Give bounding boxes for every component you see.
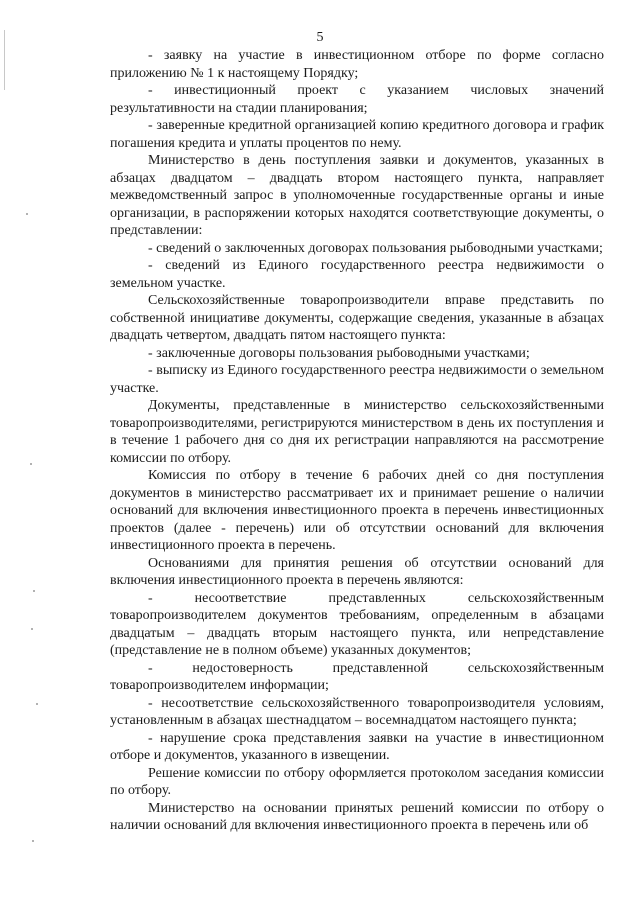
scan-speck xyxy=(33,590,35,592)
paragraph-own-initiative: Сельскохозяйственные товаропроизводители вправе представить по собственной инициативе документы, содержащие сведения, указанные в абзацах двадцать четвертом, двадцать пятом настоящего пункта: xyxy=(110,293,604,343)
scan-speck xyxy=(26,213,28,215)
page-number: 5 xyxy=(316,30,324,45)
document-body xyxy=(110,47,604,835)
list-item-credit-agreement: - заверенные кредитной организацией копию кредитного договора и график погашения кредита и уплаты процентов по нему. xyxy=(110,118,604,151)
list-item-application-form: - заявку на участие в инвестиционном отборе по форме согласно приложению № 1 к настоящему Порядку; xyxy=(110,48,604,81)
scan-speck xyxy=(32,840,34,842)
list-item-registry-extract: - выписку из Единого государственного реестра недвижимости о земельном участке. xyxy=(110,363,604,396)
scan-speck xyxy=(31,628,33,630)
list-item-registry-info: - сведений из Единого государственного реестра недвижимости о земельном участке. xyxy=(110,258,604,291)
scan-speck xyxy=(36,703,38,705)
list-item-conditions-mismatch: - несоответствие сельскохозяйственного товаропроизводителя условиям, установленным в абзацах шестнадцатом – восемнадцатом настоящего пункта; xyxy=(110,695,604,728)
list-item-deadline-violation: - нарушение срока представления заявки на участие в инвестиционном отборе и документов, указанного в извещении. xyxy=(110,730,604,763)
list-item-investment-project: - инвестиционный проект с указанием числовых значений результативности на стадии планирования; xyxy=(110,83,604,116)
list-item-document-mismatch: - несоответствие представленных сельскохозяйственным товаропроизводителем документов требованиям, определенным в абзацами двадцатым – двадцать вторым настоящего пункта, или непредставление (представление не в полном объеме) указанных документов; xyxy=(110,590,604,658)
list-item-fishery-contracts: - заключенные договоры пользования рыбоводными участками; xyxy=(148,345,530,361)
paragraph-refusal-grounds: Основаниями для принятия решения об отсутствии оснований для включения инвестиционного проекта в перечень являются: xyxy=(110,555,604,588)
paragraph-protocol: Решение комиссии по отбору оформляется протоколом заседания комиссии по отбору. xyxy=(110,765,604,798)
paragraph-ministry-decision: Министерство на основании принятых решений комиссии по отбору о наличии оснований для включения инвестиционного проекта в перечень или об xyxy=(110,800,604,833)
paragraph-registration: Документы, представленные в министерство сельскохозяйственными товаропроизводителями, регистрируются министерством в день их поступления и в течение 1 рабочего дня со дня их регистрации направляются на рассмотрение комиссии по отбору. xyxy=(110,398,604,466)
list-item-false-information: - недостоверность представленной сельскохозяйственным товаропроизводителем информации; xyxy=(110,660,604,693)
paragraph-commission-review: Комиссия по отбору в течение 6 рабочих дней со дня поступления документов в министерство рассматривает их и принимает решение о наличии оснований для включения инвестиционного проекта в перечень инвестиционных проектов (далее - перечень) или об отсутствии оснований для включения инвестиционного проекта в перечень. xyxy=(110,468,604,553)
list-item-fishery-contracts-info: - сведений о заключенных договорах пользования рыбоводными участками; xyxy=(148,240,603,256)
paragraph-interagency-request: Министерство в день поступления заявки и документов, указанных в абзацах двадцатом – двадцать втором настоящего пункта, направляет межведомственный запрос в уполномоченные государственные органы и иные организации, в распоряжении которых находятся соответствующие документы, о представлении: xyxy=(110,153,604,238)
scan-speck xyxy=(30,463,32,465)
